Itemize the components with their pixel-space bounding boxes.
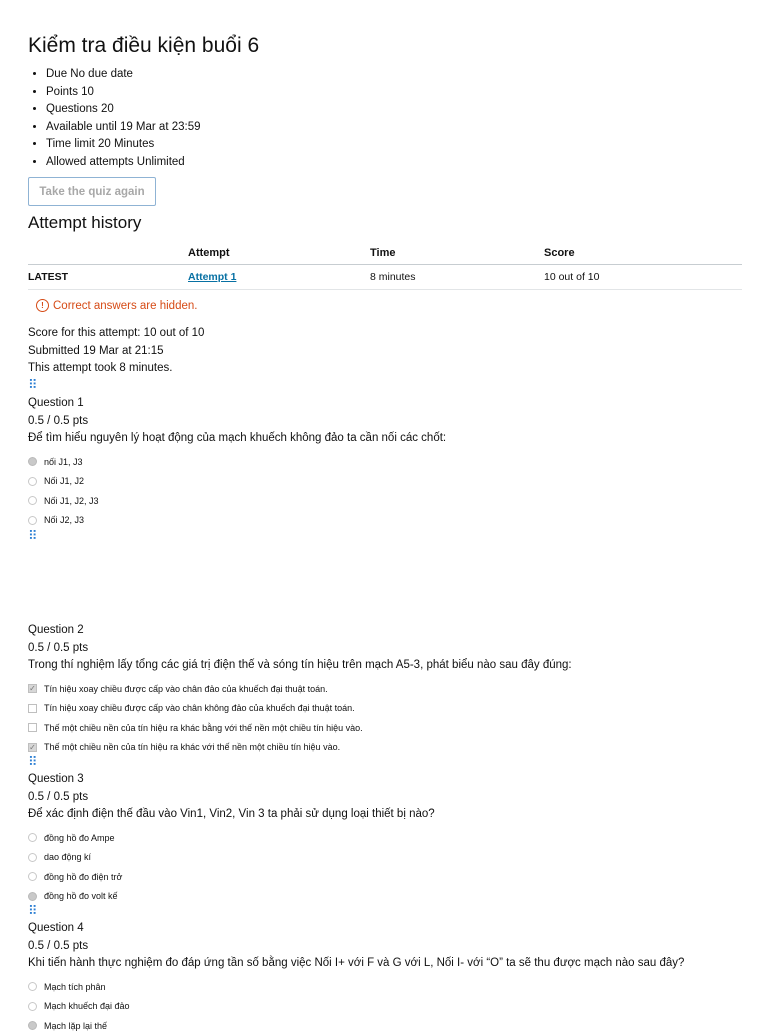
attempt-history-table	[28, 242, 742, 290]
answer-label: đồng hồ đo volt kế	[44, 891, 118, 902]
attempt-score: Score for this attempt: 10 out of 10	[28, 327, 205, 339]
question-points: 0.5 / 0.5 pts	[28, 939, 89, 952]
answer-label: dao động kí	[44, 852, 92, 863]
drag-handle-icon[interactable]: ⠿	[28, 754, 37, 769]
answer-label: Mạch lặp lại thế	[44, 1020, 108, 1031]
column-header-time: Time	[370, 242, 544, 265]
answer-option[interactable]	[28, 996, 742, 1016]
question-title: Question 4	[28, 922, 84, 934]
detail-time-limit: • Time limit 20 Minutes	[46, 136, 201, 154]
question-title: Question 2	[28, 624, 84, 636]
attempt-link[interactable]: Attempt 1	[188, 271, 237, 283]
answer-option[interactable]	[28, 698, 742, 718]
question-points: 0.5 / 0.5 pts	[28, 641, 89, 654]
drag-handle-icon[interactable]: ⠿	[28, 903, 37, 918]
attempt-submitted: Submitted 19 Mar at 21:15	[28, 344, 164, 357]
radio-selected-icon[interactable]	[28, 457, 37, 466]
answer-label: Mạch tích phân	[44, 981, 106, 992]
answer-label: Tín hiệu xoay chiều được cấp vào chân đảo của khuếch đại thuật toán.	[44, 683, 328, 694]
attempt-summary	[28, 325, 204, 378]
question-points: 0.5 / 0.5 pts	[28, 414, 89, 427]
question-1	[28, 395, 742, 530]
answer-option[interactable]	[28, 886, 742, 906]
answer-option[interactable]	[28, 718, 742, 738]
answer-option[interactable]	[28, 828, 742, 848]
question-stem: Trong thí nghiệm lấy tổng các giá trị điện thế và sóng tín hiệu trên mạch A5-3, phát biểu nào sau đây đúng:	[28, 659, 572, 672]
drag-handle-icon[interactable]: ⠿	[28, 528, 37, 543]
drag-handle-icon[interactable]: ⠿	[28, 377, 37, 392]
checkbox-icon[interactable]	[28, 723, 37, 732]
time-cell: 8 minutes	[370, 265, 544, 290]
radio-icon[interactable]	[28, 1002, 37, 1011]
checkbox-checked-icon[interactable]: ✓	[29, 684, 36, 694]
answer-label: Thế một chiều nền của tín hiệu ra khác bằng với thế nền một chiều tín hiệu vào.	[44, 722, 363, 733]
column-header-score: Score	[544, 242, 742, 265]
answer-option[interactable]	[28, 510, 742, 530]
detail-due: • Due No due date	[46, 66, 201, 84]
take-quiz-again-button[interactable]: Take the quiz again	[28, 177, 156, 206]
radio-icon[interactable]	[28, 833, 37, 842]
answer-option[interactable]	[28, 737, 742, 757]
answer-option[interactable]	[28, 847, 742, 867]
question-title: Question 1	[28, 397, 84, 409]
answer-label: Nối J1, J2	[44, 476, 85, 487]
radio-icon[interactable]	[28, 853, 37, 862]
detail-questions: • Questions 20	[46, 101, 201, 119]
answer-label: đồng hồ đo Ampe	[44, 832, 115, 843]
checkbox-icon[interactable]	[28, 704, 37, 713]
answer-option[interactable]	[28, 977, 742, 997]
column-header-label	[28, 242, 188, 265]
question-4	[28, 920, 742, 1035]
answers-hidden-notice	[36, 299, 197, 312]
question-stem: Để xác định điện thế đầu vào Vin1, Vin2, Vin 3 ta phải sử dụng loại thiết bị nào?	[28, 808, 435, 821]
checkbox-checked-icon[interactable]: ✓	[29, 742, 36, 752]
question-points: 0.5 / 0.5 pts	[28, 790, 89, 803]
answer-option[interactable]	[28, 867, 742, 887]
question-title: Question 3	[28, 773, 84, 785]
attempt-history-heading: Attempt history	[28, 213, 142, 232]
detail-available: • Available until 19 Mar at 23:59	[46, 119, 201, 137]
table-header-row	[28, 242, 742, 265]
answer-option[interactable]	[28, 1016, 742, 1035]
radio-icon[interactable]	[28, 477, 37, 486]
column-header-attempt: Attempt	[188, 242, 370, 265]
radio-icon[interactable]	[28, 516, 37, 525]
question-3	[28, 771, 742, 906]
radio-icon[interactable]	[28, 872, 37, 881]
answer-label: Tín hiệu xoay chiều được cấp vào chân không đảo của khuếch đại thuật toán.	[44, 703, 355, 714]
question-stem: Để tìm hiểu nguyên lý hoạt động của mạch khuếch không đảo ta cần nối các chốt:	[28, 432, 447, 445]
quiz-details-list	[28, 66, 201, 172]
answer-option[interactable]	[28, 679, 742, 699]
attempt-duration: This attempt took 8 minutes.	[28, 362, 173, 375]
answer-label: nối J1, J3	[44, 456, 83, 467]
answer-option[interactable]	[28, 471, 742, 491]
radio-selected-icon[interactable]	[28, 892, 37, 901]
latest-label: LATEST	[28, 265, 188, 290]
radio-icon[interactable]	[28, 496, 37, 505]
attempt-cell	[188, 265, 370, 290]
answer-label: Nối J1, J2, J3	[44, 495, 99, 506]
score-cell: 10 out of 10	[544, 265, 742, 290]
radio-selected-icon[interactable]	[28, 1021, 37, 1030]
radio-icon[interactable]	[28, 982, 37, 991]
answer-label: Mạch khuếch đại đảo	[44, 1001, 130, 1012]
detail-points: • Points 10	[46, 84, 201, 102]
question-stem: Khi tiến hành thực nghiệm đo đáp ứng tần số bằng việc Nối I+ với F và G với L, Nối I- với “O” ta sẽ thu được mạch nào sau đây?	[28, 957, 685, 970]
detail-attempts: • Allowed attempts Unlimited	[46, 154, 201, 172]
page-title: Kiểm tra điều kiện buổi 6	[28, 34, 260, 57]
answer-label: Thế một chiều nền của tín hiệu ra khác với thế nền một chiều tín hiệu vào.	[44, 742, 341, 753]
question-2	[28, 622, 742, 757]
answer-option[interactable]	[28, 452, 742, 472]
table-row	[28, 265, 742, 290]
answer-label: đồng hồ đo điện trở	[44, 871, 123, 882]
answer-option[interactable]	[28, 491, 742, 511]
warning-circle-icon: !	[36, 299, 49, 312]
answer-label: Nối J2, J3	[44, 515, 85, 526]
notice-text: Correct answers are hidden.	[53, 299, 198, 312]
